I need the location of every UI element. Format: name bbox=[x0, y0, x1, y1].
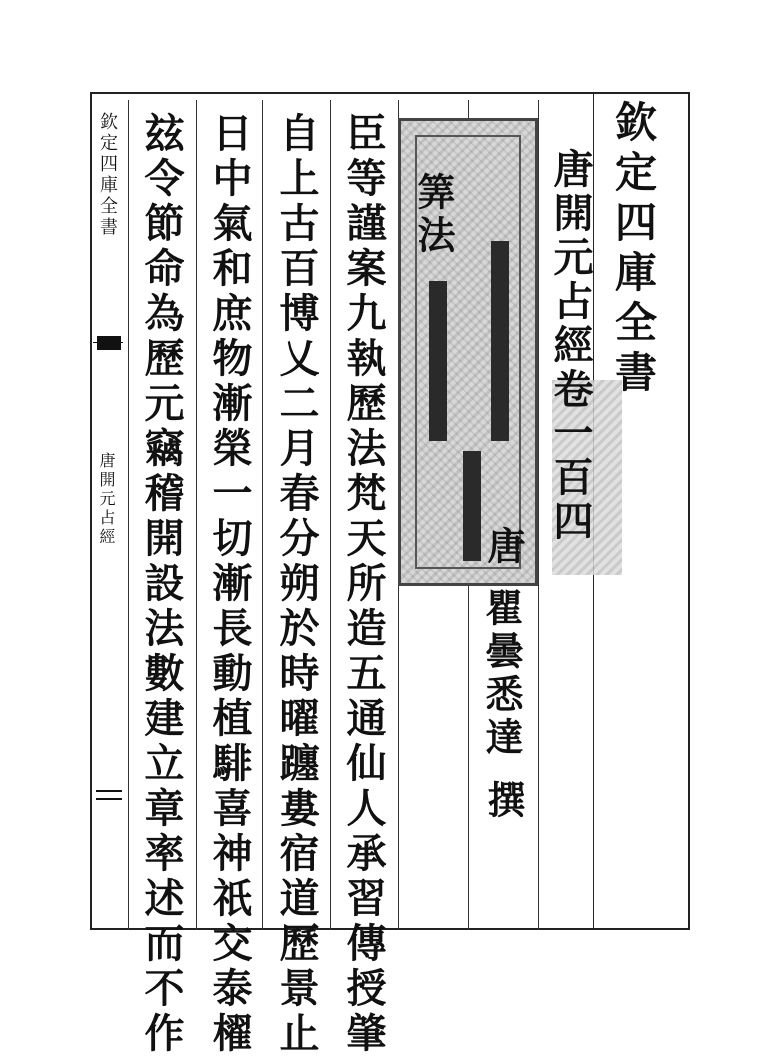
column-divider bbox=[330, 100, 331, 930]
body-line: 玆令節命為歷元竊稽開設法數建立章率述而不作 bbox=[138, 112, 185, 1057]
collection-header: 欽定四庫全書 bbox=[609, 100, 658, 400]
body-line: 日中氣和庶物漸榮一切漸長動植騑喜神祇交泰櫂 bbox=[206, 112, 253, 1057]
column-divider bbox=[538, 100, 539, 930]
page-number-mark bbox=[96, 790, 122, 792]
fold-mark bbox=[97, 336, 121, 350]
book-volume-title: 唐開元占經卷一百四 bbox=[547, 148, 594, 544]
margin-book-title: 唐開元占經 bbox=[97, 452, 116, 547]
author-name: 瞿曇悉達 bbox=[479, 588, 524, 760]
author-dynasty: 唐 bbox=[481, 526, 526, 569]
author-role: 撰 bbox=[481, 780, 526, 823]
margin-collection-title: 欽定四庫全書 bbox=[97, 112, 118, 238]
body-line: 臣等謹案九執歷法梵天所造五通仙人承習傳授肇 bbox=[340, 112, 387, 1057]
section-heading: 筭法 bbox=[411, 172, 456, 258]
column-divider bbox=[196, 100, 197, 930]
body-line: 自上古百博乂二月春分朔於時曜躔婁宿道歷景止 bbox=[273, 112, 320, 1057]
page-number-mark bbox=[96, 798, 122, 800]
column-divider bbox=[262, 100, 263, 930]
column-divider bbox=[128, 100, 129, 930]
